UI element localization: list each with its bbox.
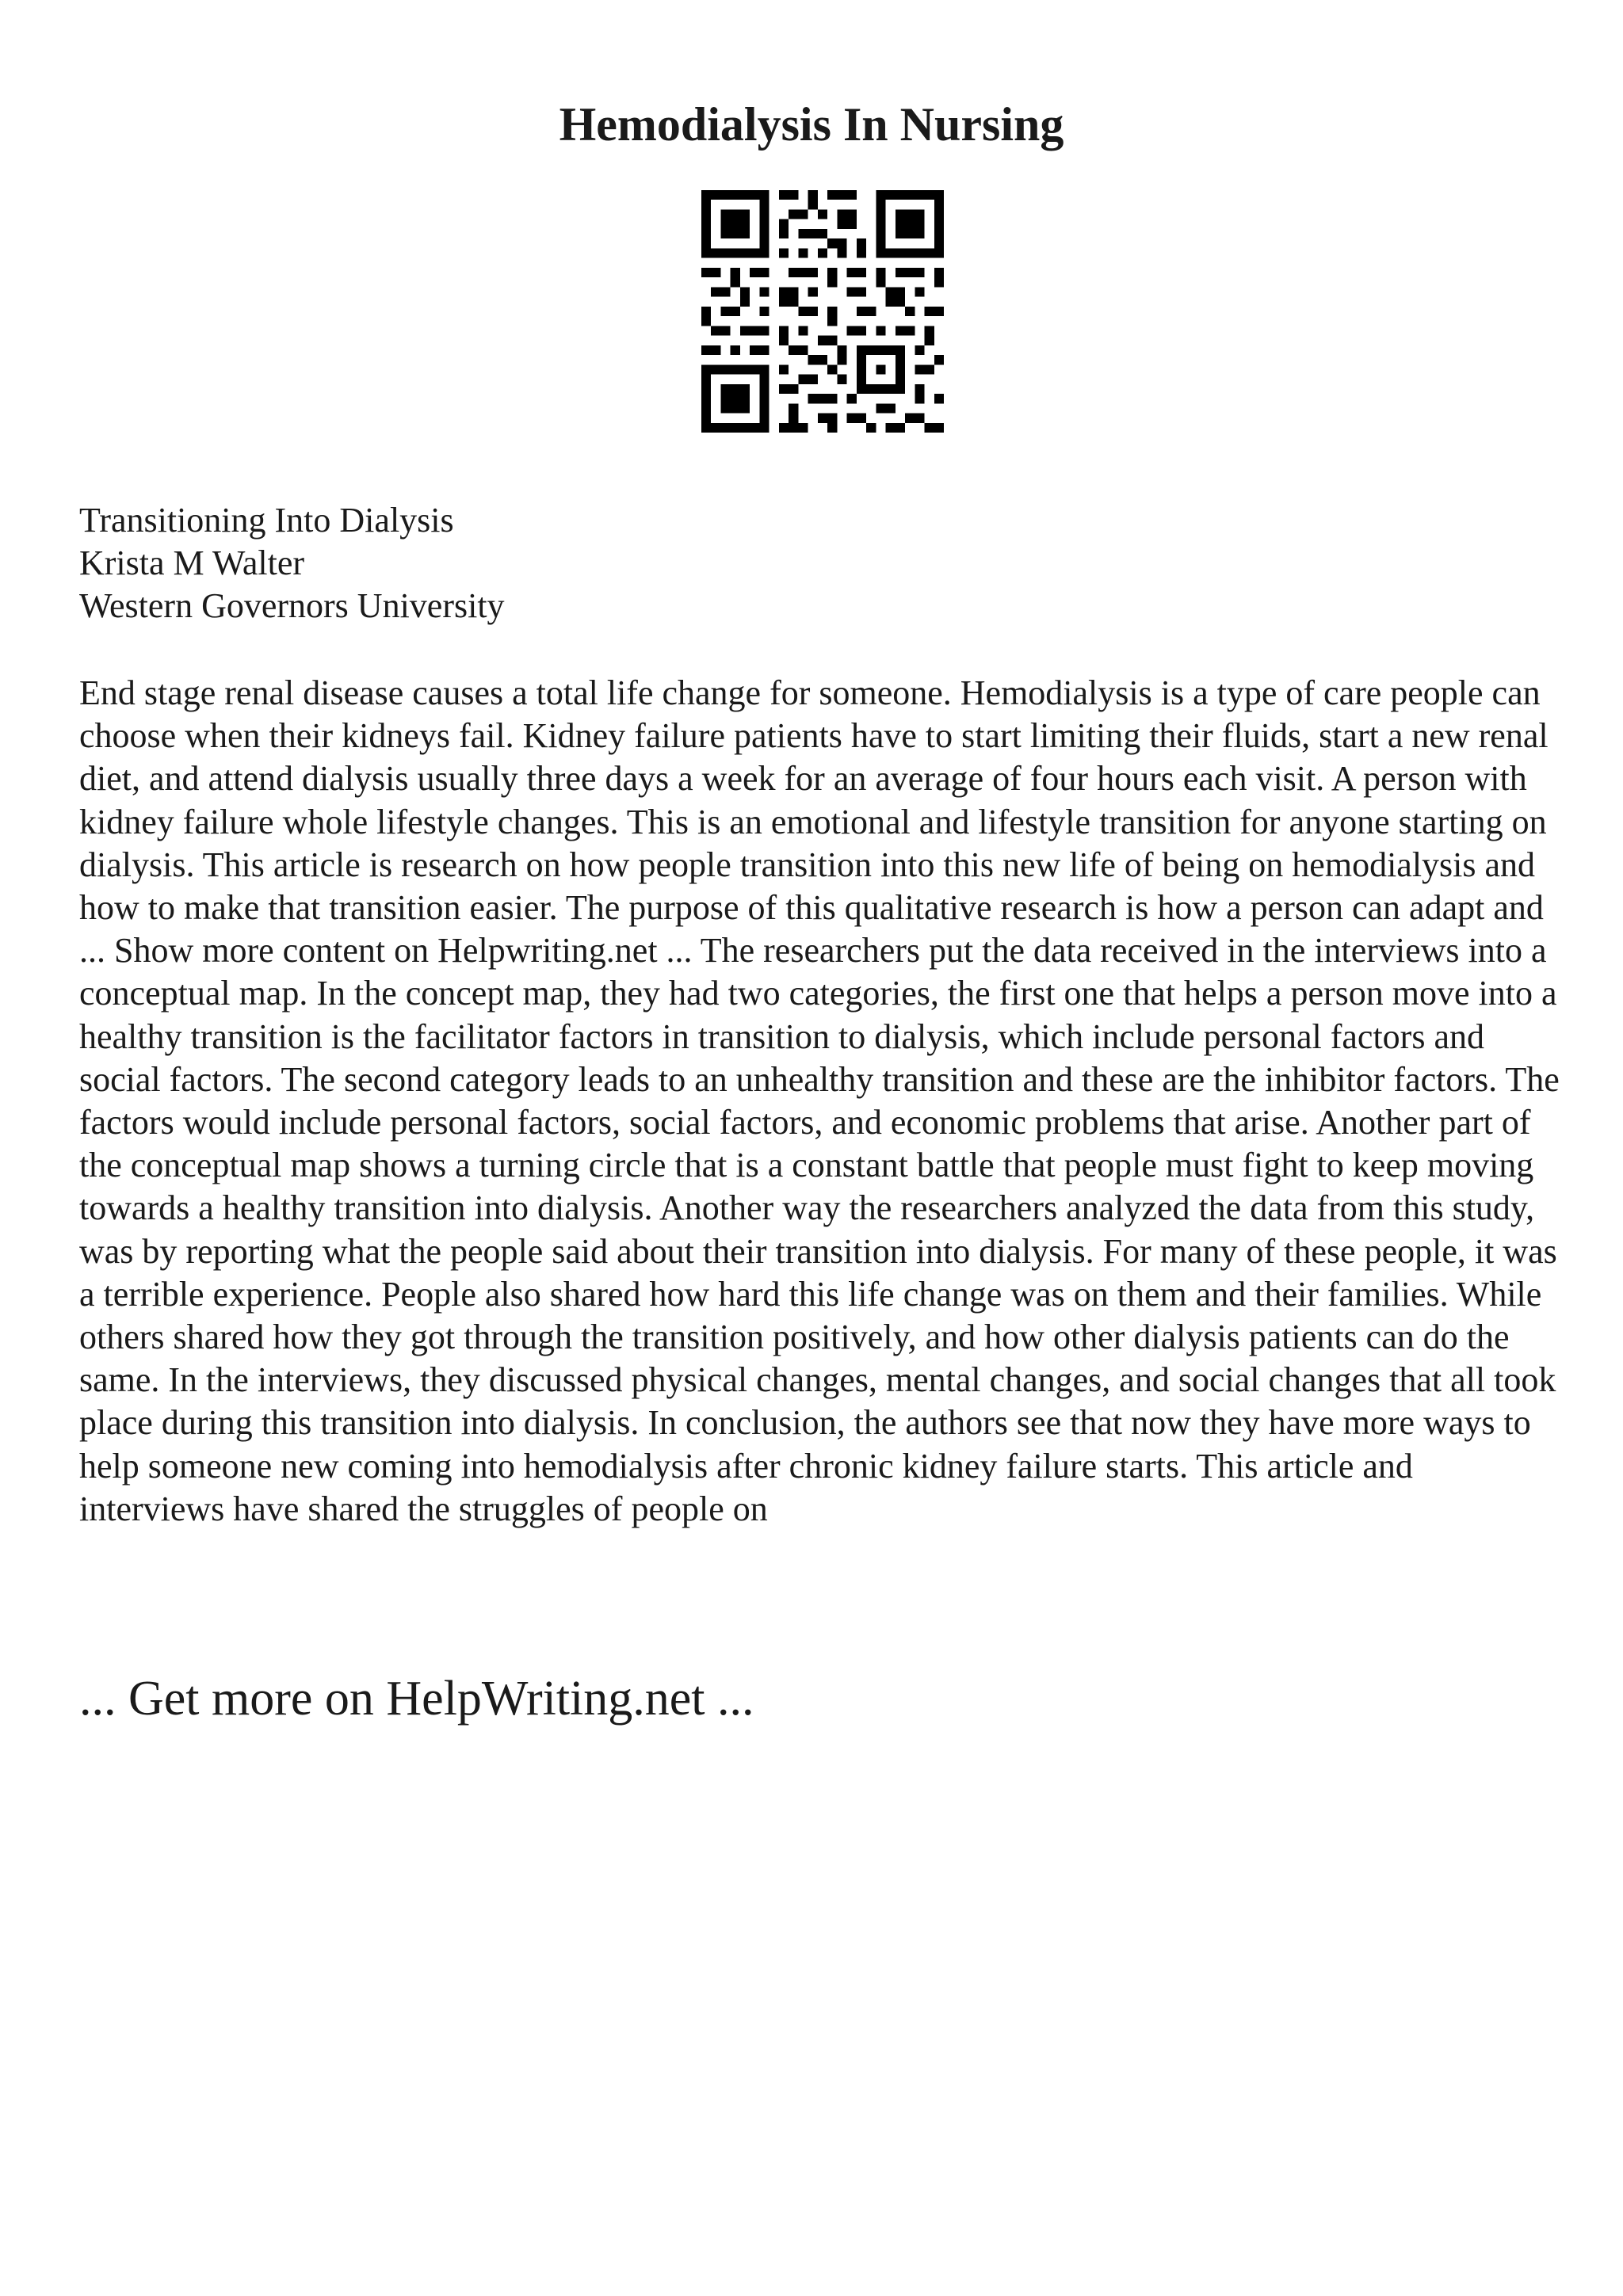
get-more-link[interactable]: ... Get more on HelpWriting.net ...: [79, 1672, 754, 1726]
page-title: Hemodialysis In Nursing: [559, 98, 1064, 151]
author-name: Krista M Walter: [79, 543, 305, 582]
paper-title: Transitioning Into Dialysis: [79, 501, 454, 540]
qr-code-icon: [701, 190, 944, 433]
qr-code-graphic: [701, 190, 944, 433]
paper-metadata: [79, 499, 505, 627]
institution-name: Western Governors University: [79, 586, 505, 625]
body-paragraph: End stage renal disease causes a total life change for someone. Hemodialysis is a type of care people can choose when their kidneys fail. Kidney failure patients have to start limiting their fluids, start a new renal diet, and attend dialysis usually three days a week for an average of four hours each visit. A person with kidney failure whole lifestyle changes. This is an emotional and lifestyle transition for anyone starting on dialysis. This article is research on how people transition into this new life of being on hemodialysis and how to make that transition easier. The purpose of this qualitative research is how a person can adapt and ... Show more content on Helpwriting.net ... The researchers put the data received in the interviews into a conceptual map. In the concept map, they had two categories, the first one that helps a person move into a healthy transition is the facilitator factors in transition to dialysis, which include personal factors and social factors. The second category leads to an unhealthy transition and these are the inhibitor factors. The factors would include personal factors, social factors, and economic problems that arise. Another part of the conceptual map shows a turning circle that is a constant battle that people must fight to keep moving towards a healthy transition into dialysis. Another way the researchers analyzed the data from this study, was by reporting what the people said about their transition into dialysis. For many of these people, it was a terrible experience. People also shared how hard this life change was on them and their families. While others shared how they got through the transition positively, and how other dialysis patients can do the same. In the interviews, they discussed physical changes, mental changes, and social changes that all took place during this transition into dialysis. In conclusion, the authors see that now they have more ways to help someone new coming into hemodialysis after chronic kidney failure starts. This article and interviews have shared the struggles of people on: [79, 673, 1560, 1528]
